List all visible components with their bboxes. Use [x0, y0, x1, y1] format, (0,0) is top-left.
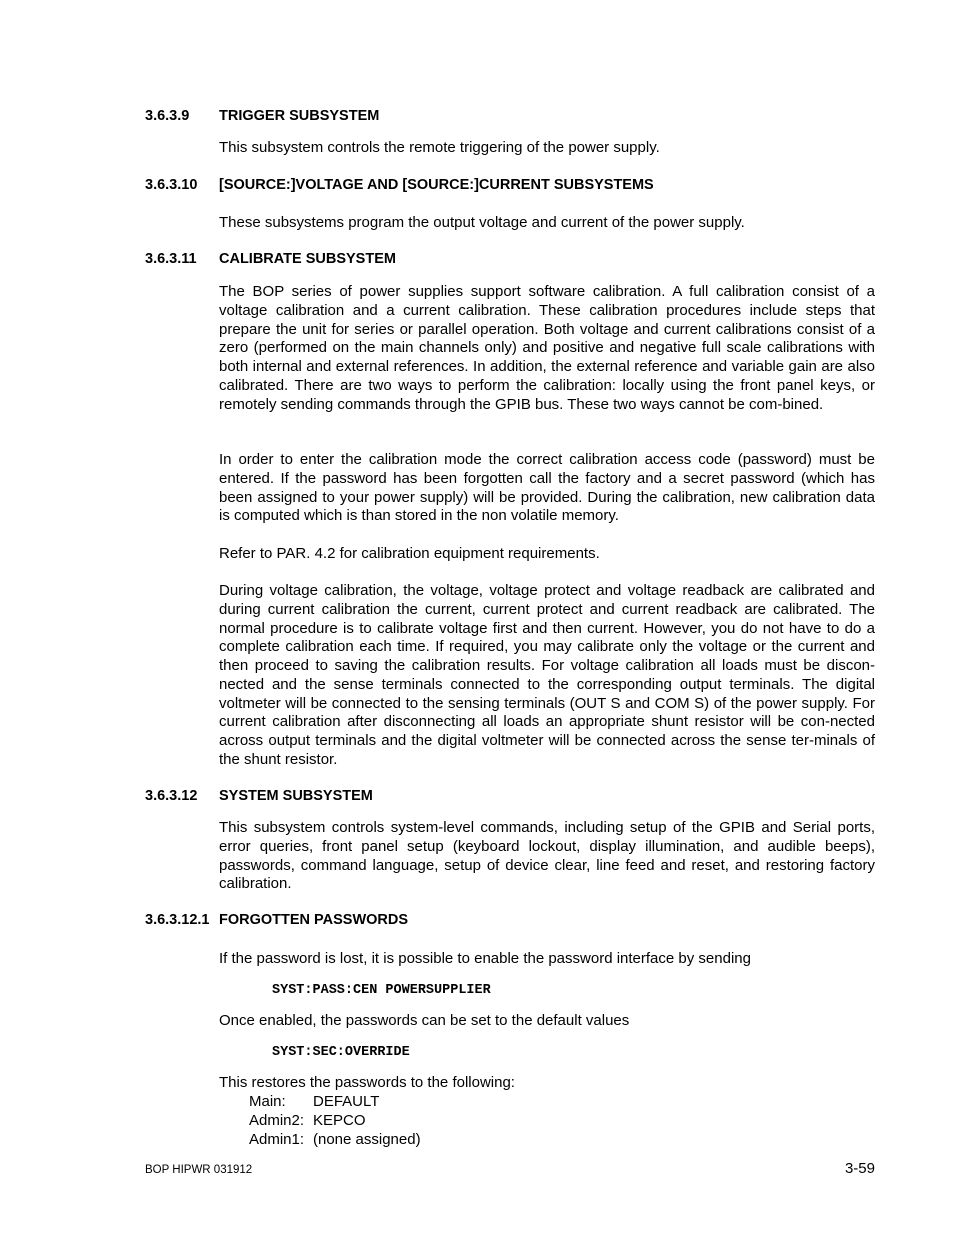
calibrate-paragraph-1: The BOP series of power supplies support software calibration. A full calibration consist of a voltage calibration and a current calibration. These calibration procedures include steps that prepare the unit for series or parallel operation. Both voltage and current calibrations consist of a zero (performed on the main channels only) and positive and negative full scale calibrations with both internal and external references. In addition, the external reference and variable gain are also calibrated. There are two ways to perform the calibration: locally using the front panel keys, or remotely sending commands through the GPIB bus. These two ways cannot be com-bined. — [219, 283, 875, 413]
calibrate-paragraph-4: During voltage calibration, the voltage, voltage protect and voltage readback are calibrated and during current calibration the current, current protect and current readback are calibrated. The normal procedure is to calibrate voltage first and then current. However, you do not have to do a complete calibration each time. If required, you may calibrate only the voltage or the current and then proceed to saving the calibration results. For voltage calibration all loads must be discon-nected and the sense terminals connected to the corresponding output terminals. The digital voltmeter will be connected to the sensing terminals (OUT S and COM S) of the power supply. For current calibration after disconnecting all loads an appropriate shunt resistor will be con-nected across output terminals and the digital voltmeter will be connected across the sense ter-minals of the shunt resistor. — [219, 582, 875, 768]
section-number: 3.6.3.12 — [145, 788, 198, 804]
section-heading-forgotten-passwords — [145, 912, 408, 928]
password-name: Main: — [249, 1093, 286, 1110]
trigger-description: This subsystem controls the remote triggering of the power supply. — [219, 139, 660, 156]
password-name: Admin1: — [249, 1131, 305, 1148]
section-number: 3.6.3.10 — [145, 177, 198, 193]
password-row-main — [249, 1093, 379, 1110]
system-paragraph: This subsystem controls system-level commands, including setup of the GPIB and Serial ports, error queries, front panel setup (keyboard lockout, display illumination, and audible beeps), passwords, command language, setup of device clear, line feed and reset, and restoring factory calibration. — [219, 819, 875, 893]
section-title: [SOURCE:]VOLTAGE AND [SOURCE:]CURRENT SUBSYSTEMS — [219, 177, 654, 193]
section-heading-system — [145, 788, 373, 804]
passwords-intro: If the password is lost, it is possible to enable the password interface by sending — [219, 950, 751, 967]
section-heading-trigger — [145, 108, 379, 124]
section-heading-source — [145, 177, 654, 193]
password-row-admin1 — [249, 1131, 421, 1148]
section-title: TRIGGER SUBSYSTEM — [219, 108, 380, 124]
section-number: 3.6.3.11 — [145, 251, 197, 267]
password-value: (none assigned) — [313, 1131, 421, 1148]
calibrate-paragraph-2: In order to enter the calibration mode the correct calibration access code (password) must be entered. If the password has been forgotten call the factory and a secret password (which has been assigned to your power supply) will be provided. During the calibration, new calibration data is computed which is than stored in the non volatile memory. — [219, 451, 875, 525]
password-value: KEPCO — [313, 1112, 366, 1129]
command-enable-passwords: SYST:PASS:CEN POWERSUPPLIER — [272, 983, 491, 998]
section-title: SYSTEM SUBSYSTEM — [219, 788, 373, 804]
footer-page-number: 3-59 — [844, 1160, 875, 1177]
password-value: DEFAULT — [313, 1093, 380, 1110]
footer-document-id: BOP HIPWR 031912 — [145, 1164, 253, 1176]
section-title: CALIBRATE SUBSYSTEM — [219, 251, 396, 267]
section-title: FORGOTTEN PASSWORDS — [219, 912, 409, 928]
passwords-restore: This restores the passwords to the following: — [219, 1074, 515, 1091]
section-heading-calibrate — [145, 251, 396, 267]
password-name: Admin2: — [249, 1112, 305, 1129]
section-number: 3.6.3.12.1 — [145, 912, 210, 928]
command-override: SYST:SEC:OVERRIDE — [272, 1045, 410, 1060]
passwords-mid: Once enabled, the passwords can be set to the default values — [219, 1012, 630, 1029]
source-description: These subsystems program the output voltage and current of the power supply. — [219, 214, 745, 231]
calibrate-paragraph-3: Refer to PAR. 4.2 for calibration equipment requirements. — [219, 545, 600, 562]
password-row-admin2 — [249, 1112, 366, 1129]
section-number: 3.6.3.9 — [145, 108, 190, 124]
